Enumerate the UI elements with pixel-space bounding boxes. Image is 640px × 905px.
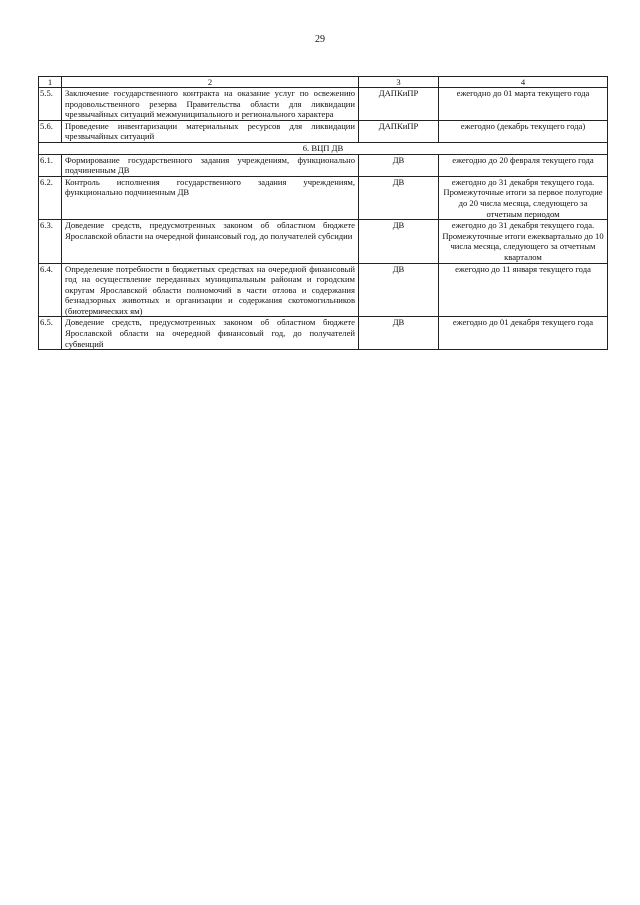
section-title: 6. ВЦП ДВ — [39, 142, 608, 154]
table-row — [39, 317, 608, 350]
table-row — [39, 154, 608, 176]
activity-name: Доведение средств, предусмотренных законом об областном бюджете Ярославской области на очередной финансовый год, до получателей субсидии — [62, 220, 359, 263]
activity-name: Проведение инвентаризации материальных ресурсов для ликвидации чрезвычайных ситуаций — [62, 120, 359, 142]
header-cell-col1: 1 — [39, 77, 62, 88]
row-number: 6.5. — [39, 317, 62, 350]
activity-name: Определение потребности в бюджетных средствах на очередной финансовый год на осуществление переданных муниципальным районам и городским округам Ярославской области полномочий в части отлова и содержания безнадзорных животных и организации и содержания скотомогильников (биотермических ям) — [62, 263, 359, 317]
table-row — [39, 176, 608, 219]
deadline: ежегодно до 31 декабря текущего года. Промежуточные итоги ежеквартально до 10 числа месяца, следующего за отчетным кварталом — [439, 220, 608, 263]
row-number: 6.2. — [39, 176, 62, 219]
activities-table — [38, 76, 608, 350]
executor: ДВ — [359, 317, 439, 350]
table-row — [39, 120, 608, 142]
row-number: 5.5. — [39, 88, 62, 121]
section-row — [39, 142, 608, 154]
activity-name: Заключение государственного контракта на оказание услуг по освежению продовольственного резерва Правительства области для ликвидации чрезвычайных ситуаций межмуниципального и регионального характера — [62, 88, 359, 121]
activity-name: Контроль исполнения государственного задания учреждениям, функционально подчиненным ДВ — [62, 176, 359, 219]
deadline: ежегодно (декабрь текущего года) — [439, 120, 608, 142]
header-cell-col2: 2 — [62, 77, 359, 88]
page-number: 29 — [315, 34, 325, 45]
table-row — [39, 88, 608, 121]
activities-table-body — [39, 77, 608, 350]
executor: ДВ — [359, 176, 439, 219]
header-cell-col4: 4 — [439, 77, 608, 88]
activity-name: Доведение средств, предусмотренных законом об областном бюджете Ярославской области на очередной финансовый год, до получателей субвенций — [62, 317, 359, 350]
row-number: 6.1. — [39, 154, 62, 176]
deadline: ежегодно до 01 декабря текущего года — [439, 317, 608, 350]
row-number: 5.6. — [39, 120, 62, 142]
executor: ДВ — [359, 220, 439, 263]
table-row — [39, 263, 608, 317]
deadline: ежегодно до 01 марта текущего года — [439, 88, 608, 121]
deadline: ежегодно до 31 декабря текущего года. Промежуточные итоги за первое полугодие до 20 числа месяца, следующего за отчетным периодом — [439, 176, 608, 219]
executor: ДВ — [359, 154, 439, 176]
activity-name: Формирование государственного задания учреждениям, функционально подчиненным ДВ — [62, 154, 359, 176]
header-row — [39, 77, 608, 88]
executor: ДАПКиПР — [359, 88, 439, 121]
deadline: ежегодно до 11 января текущего года — [439, 263, 608, 317]
header-cell-col3: 3 — [359, 77, 439, 88]
deadline: ежегодно до 20 февраля текущего года — [439, 154, 608, 176]
executor: ДАПКиПР — [359, 120, 439, 142]
row-number: 6.3. — [39, 220, 62, 263]
table-row — [39, 220, 608, 263]
executor: ДВ — [359, 263, 439, 317]
row-number: 6.4. — [39, 263, 62, 317]
